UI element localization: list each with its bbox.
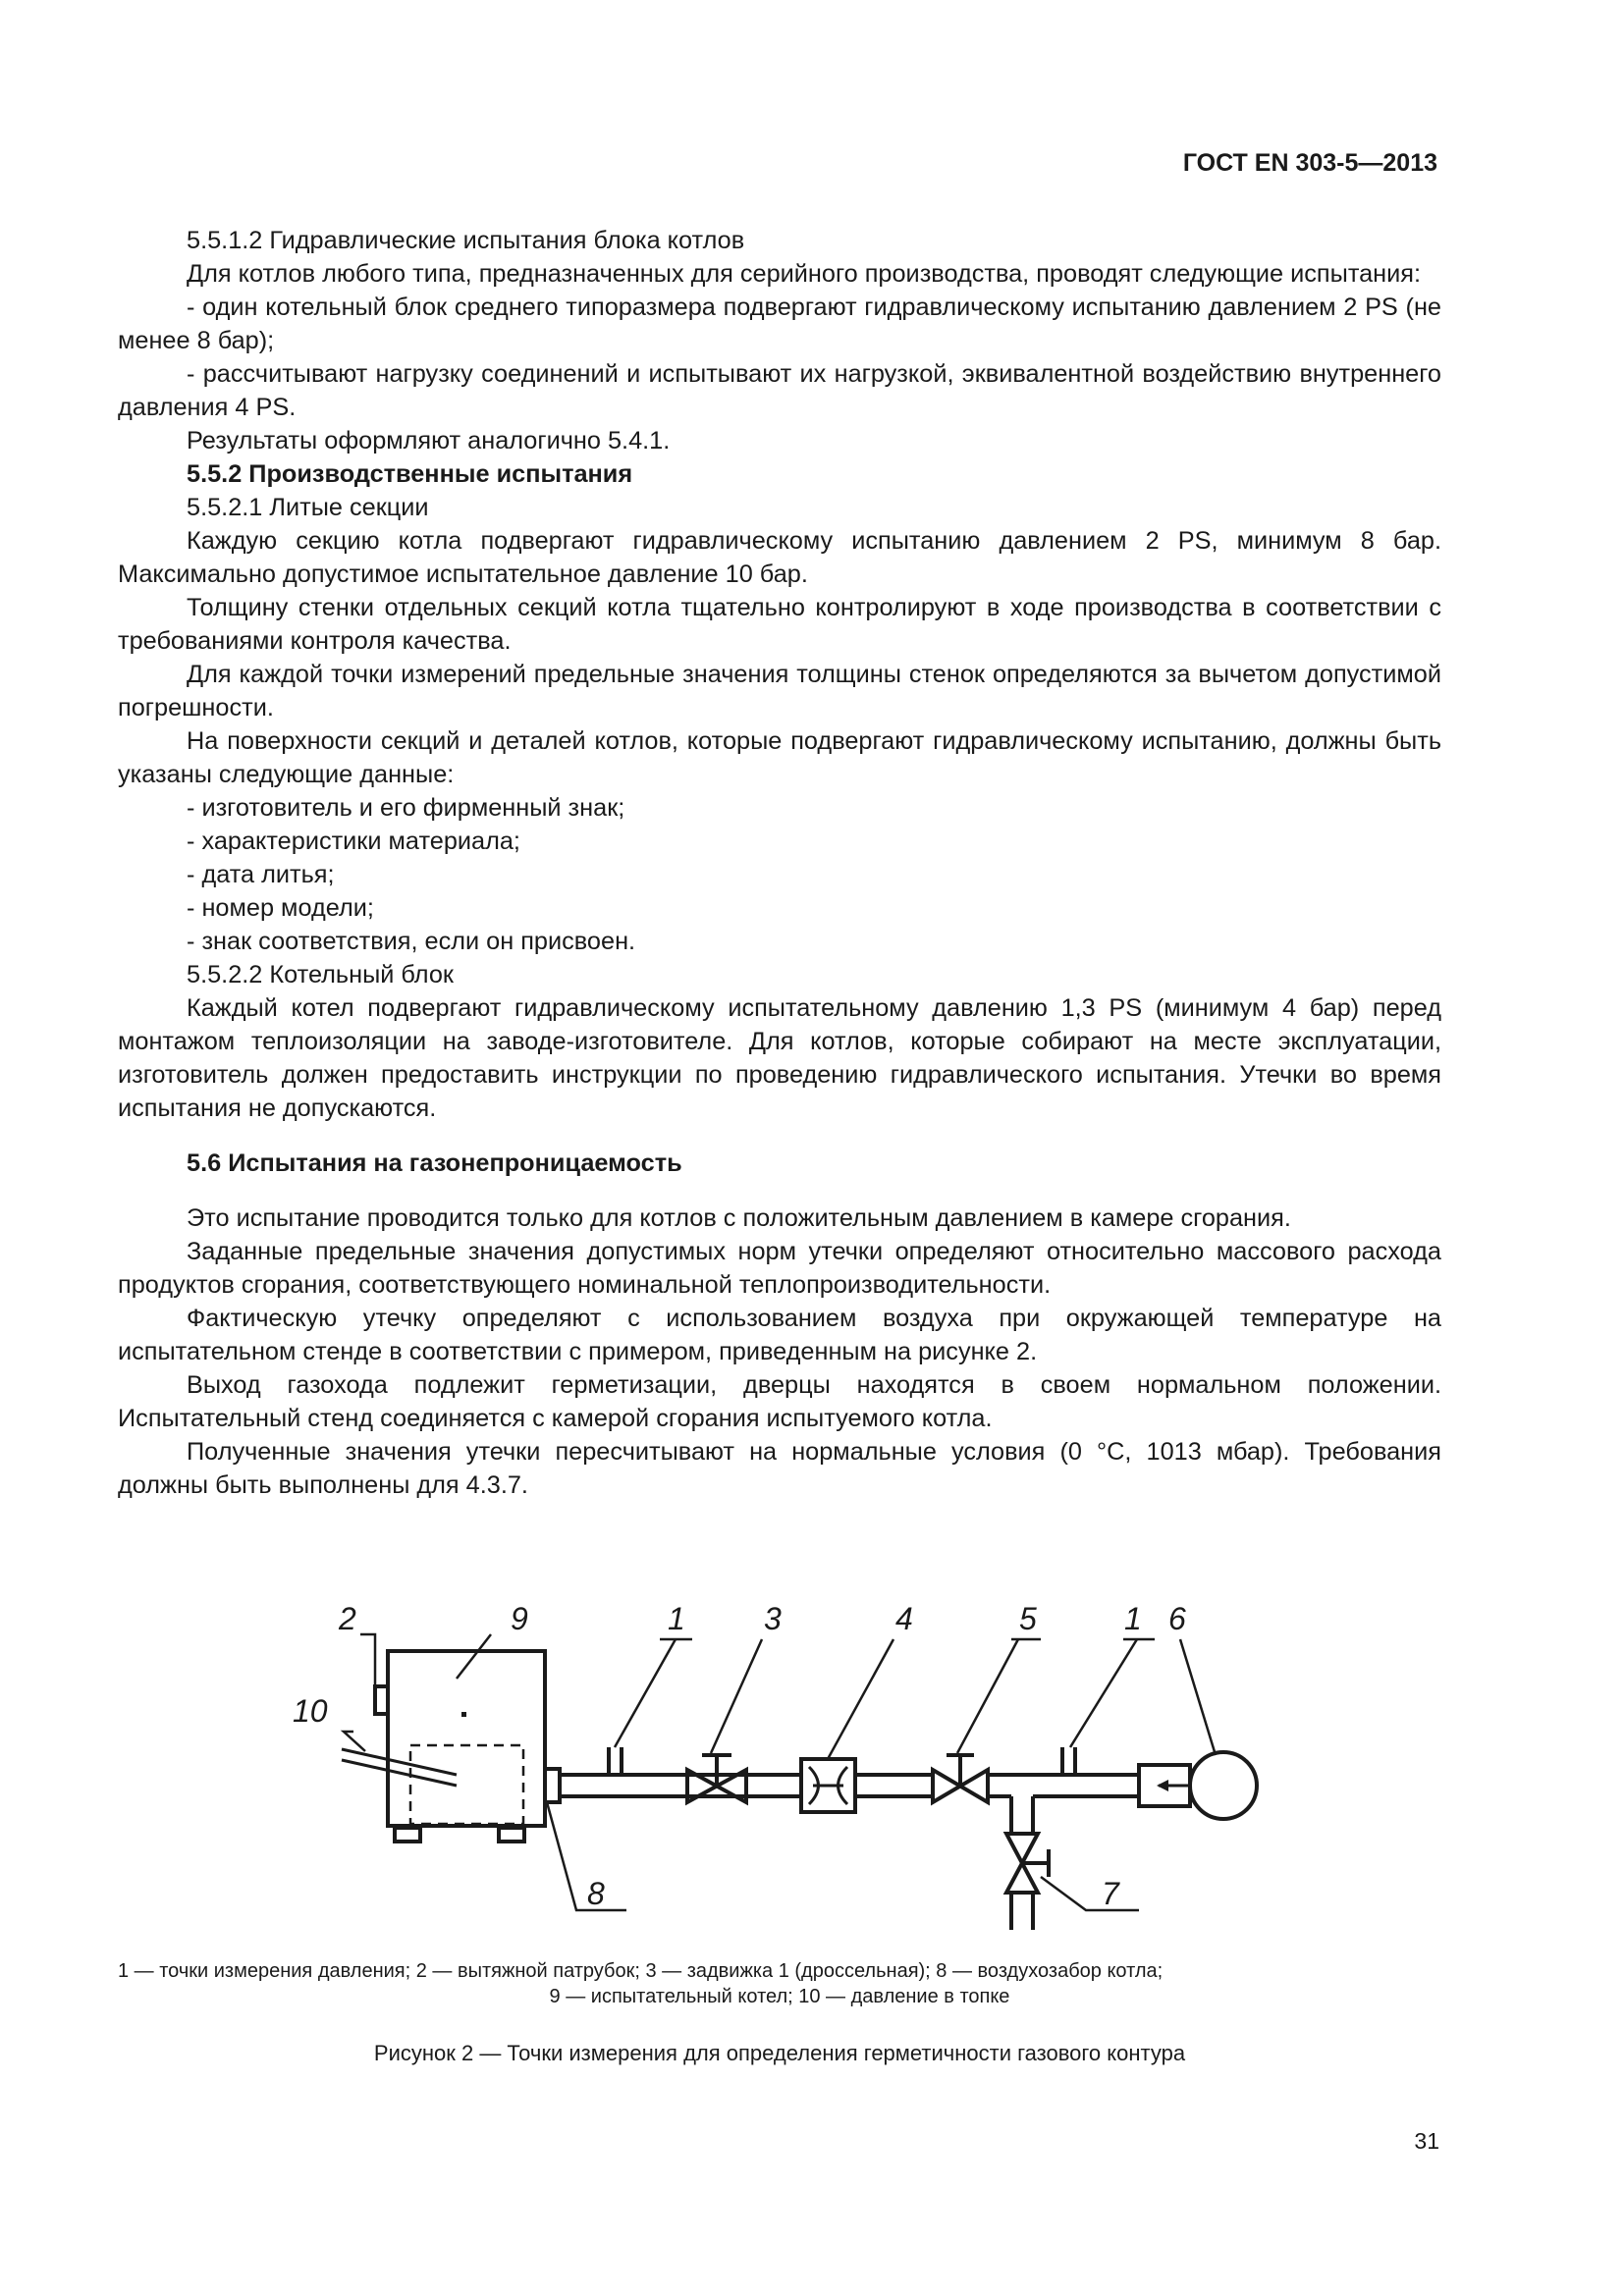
figure-label-4: 4 bbox=[895, 1601, 913, 1636]
figure-label-9: 9 bbox=[511, 1601, 528, 1636]
figure-label-10: 10 bbox=[293, 1693, 328, 1729]
subsection-heading-5-5-2-1: 5.5.2.1 Литые секции bbox=[187, 494, 429, 521]
paragraph: Фактическую утечку определяют с использованием воздуха при окружающей температуре на испытательном стенде в соответствии с примером, приведенным на рисунке 2. bbox=[118, 1305, 1441, 1365]
figure-label-6: 6 bbox=[1168, 1601, 1186, 1636]
paragraph-list-item: - рассчитывают нагрузку соединений и испытывают их нагрузкой, эквивалентной воздействию внутреннего давления 4 PS. bbox=[118, 360, 1441, 421]
figure-2-diagram bbox=[118, 1561, 1441, 1944]
paragraph: Полученные значения утечки пересчитывают на нормальные условия (0 °C, 1013 мбар). Требования должны быть выполнены для 4.3.7. bbox=[118, 1438, 1441, 1499]
paragraph: Это испытание проводится только для котлов с положительным давлением в камере сгорания. bbox=[187, 1204, 1291, 1232]
figure-caption: Рисунок 2 — Точки измерения для определения герметичности газового контура bbox=[373, 2041, 1186, 2065]
paragraph-5-5-1-2: 5.5.1.2 Гидравлические испытания блока котлов bbox=[187, 227, 745, 254]
paragraph: Заданные предельные значения допустимых норм утечки определяют относительно массового расхода продуктов сгорания, соответствующего номинальной теплопроизводительности. bbox=[118, 1238, 1441, 1299]
boiler-foot-right bbox=[499, 1828, 524, 1842]
list-item: - изготовитель и его фирменный знак; bbox=[187, 794, 625, 822]
figure-label-1-right: 1 bbox=[1124, 1601, 1142, 1636]
paragraph: Каждый котел подвергают гидравлическому испытательному давлению 1,3 PS (минимум 4 бар) перед монтажом теплоизоляции на заводе-изготовителе. Для котлов, которые собирают на месте эксплуатации, изготовитель должен предоставить инструкции по проведению гидравлического испытания. Утечки во время испытания не допускаются. bbox=[118, 994, 1441, 1122]
air-intake bbox=[545, 1769, 560, 1802]
list-item: - знак соответствия, если он присвоен. bbox=[187, 928, 636, 955]
flue-outlet bbox=[375, 1686, 388, 1714]
figure-label-1: 1 bbox=[668, 1601, 685, 1636]
boiler-foot-left bbox=[395, 1828, 420, 1842]
figure-label-5: 5 bbox=[1019, 1601, 1037, 1636]
section-heading-5-5-2: 5.5.2 Производственные испытания bbox=[187, 460, 633, 488]
subsection-heading-5-5-2-2: 5.5.2.2 Котельный блок bbox=[187, 961, 454, 988]
paragraph: Для котлов любого типа, предназначенных для серийного производства, проводят следующие испытания: bbox=[187, 260, 1422, 288]
fan-6 bbox=[1190, 1752, 1257, 1819]
paragraph: Выход газохода подлежит герметизации, дверцы находятся в своем нормальном положении. Испытательный стенд соединяется с камерой сгорания испытуемого котла. bbox=[118, 1371, 1441, 1432]
paragraph-list-item: - один котельный блок среднего типоразмера подвергают гидравлическому испытанию давлением 2 PS (не менее 8 бар); bbox=[118, 294, 1441, 354]
document-code: ГОСТ EN 303-5—2013 bbox=[1182, 149, 1437, 177]
figure-label-3: 3 bbox=[764, 1601, 782, 1636]
paragraph: На поверхности секций и деталей котлов, которые подвергают гидравлическому испытанию, должны быть указаны следующие данные: bbox=[118, 727, 1441, 788]
section-heading-5-6: 5.6 Испытания на газонепроницаемость bbox=[187, 1149, 682, 1177]
figure-label-7: 7 bbox=[1102, 1876, 1119, 1911]
test-boiler bbox=[388, 1651, 545, 1826]
list-item: - характеристики материала; bbox=[187, 828, 520, 855]
paragraph: Толщину стенки отдельных секций котла тщательно контролируют в ходе производства в соответствии с требованиями контроля качества. bbox=[118, 594, 1441, 655]
figure-legend bbox=[118, 1958, 1441, 2009]
figure-label-8: 8 bbox=[587, 1876, 605, 1911]
paragraph: Результаты оформляют аналогично 5.4.1. bbox=[187, 427, 671, 454]
page-body bbox=[118, 224, 1441, 1502]
figure-label-2: 2 bbox=[339, 1601, 356, 1636]
paragraph: Каждую секцию котла подвергают гидравлическому испытанию давлением 2 PS, минимум 8 бар. Максимально допустимое испытательное давление 10 бар. bbox=[118, 527, 1441, 588]
boiler-firebox bbox=[410, 1745, 523, 1824]
paragraph: Для каждой точки измерений предельные значения толщины стенок определяются за вычетом допустимой погрешности. bbox=[118, 661, 1441, 721]
legend-line: 1 — точки измерения давления; 2 — вытяжной патрубок; 3 — задвижка 1 (дроссельная); 8 — воздухозабор котла; bbox=[118, 1960, 1164, 1982]
page-number: 31 bbox=[1414, 2128, 1439, 2154]
legend-line: 9 — испытательный котел; 10 — давление в топке bbox=[549, 1986, 1010, 2007]
list-item: - дата литья; bbox=[187, 861, 335, 888]
test-rig-schematic bbox=[118, 1561, 1441, 1944]
list-item: - номер модели; bbox=[187, 894, 374, 922]
